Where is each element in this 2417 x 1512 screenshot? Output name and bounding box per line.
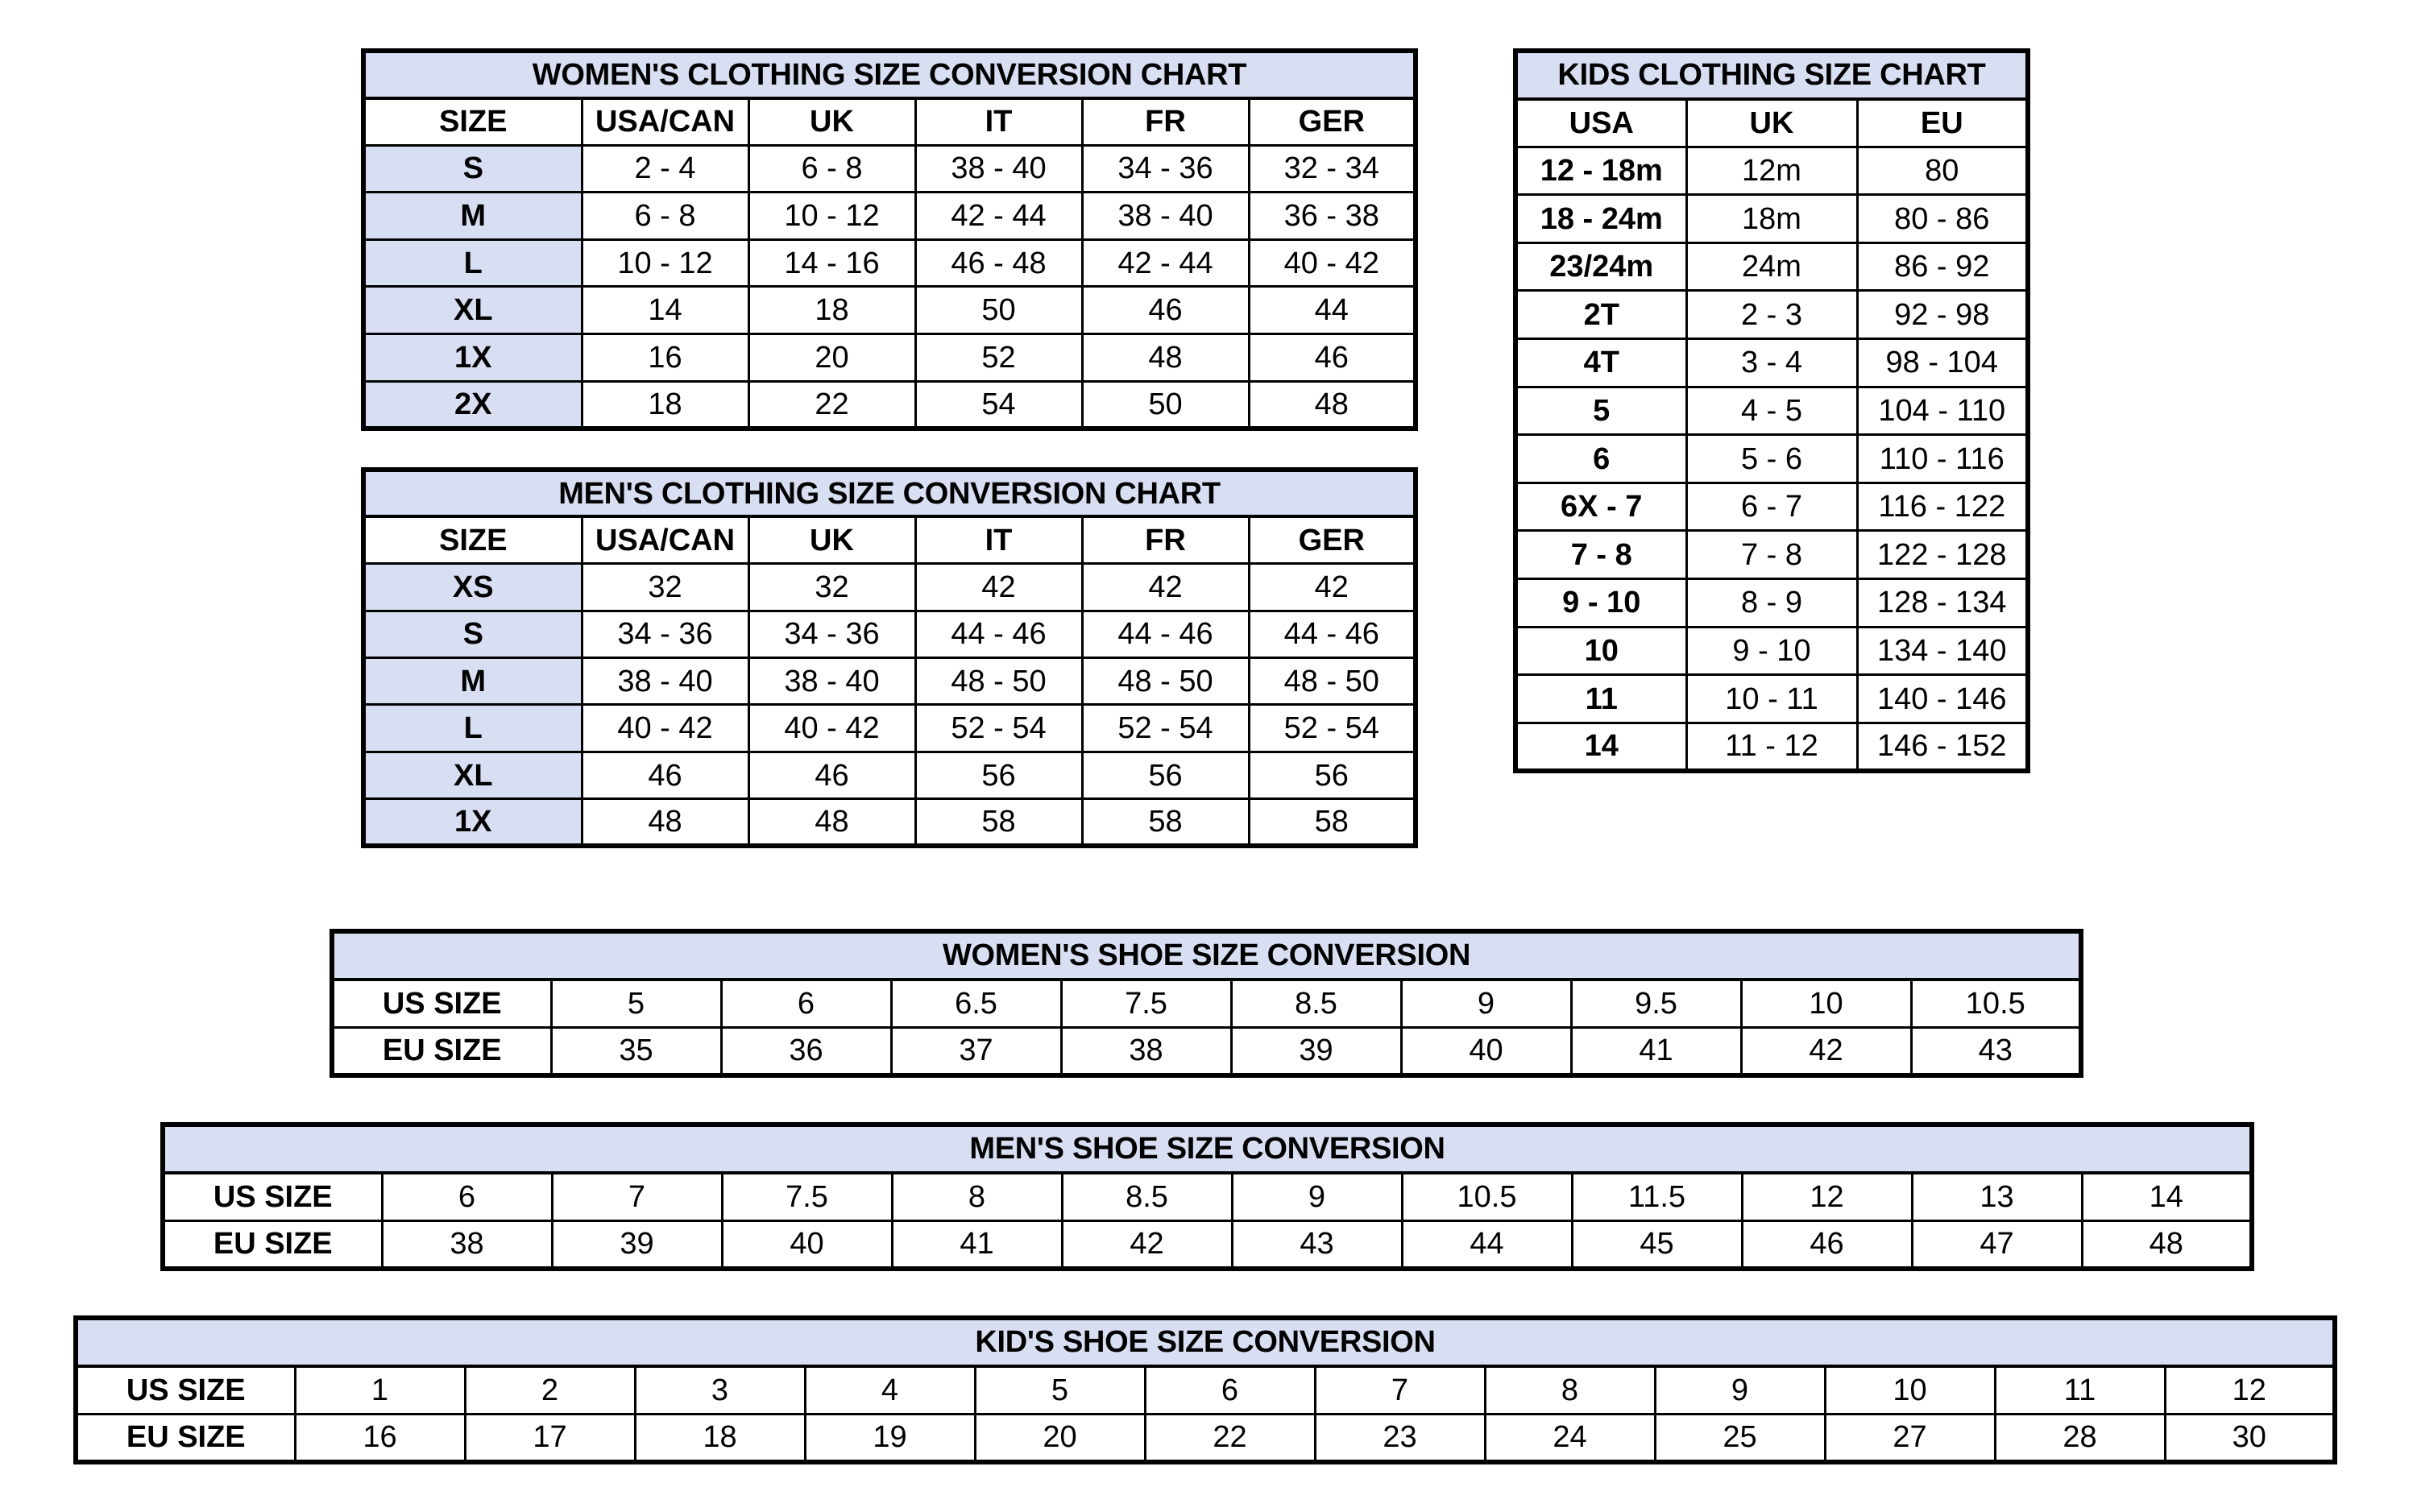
table-cell: 7.5	[1061, 980, 1231, 1028]
table-cell: 13	[1912, 1173, 2082, 1221]
table-cell: 38 - 40	[1082, 193, 1249, 240]
kids-clothing-size-table	[1513, 48, 2030, 773]
table-row	[1515, 387, 2028, 435]
table-row	[1515, 723, 2028, 771]
table-cell: 47	[1912, 1220, 2082, 1269]
table-cell: 10	[1741, 980, 1911, 1028]
table-cell: 42	[915, 564, 1082, 611]
table-cell: 116 - 122	[1857, 483, 2028, 531]
table-row	[1515, 147, 2028, 195]
table-cell: 56	[915, 752, 1082, 798]
table-cell: 34 - 36	[582, 611, 748, 657]
header-row	[1515, 99, 2028, 147]
table-row	[363, 239, 1416, 287]
table-cell: 5	[975, 1366, 1145, 1415]
row-label: 2T	[1515, 291, 1686, 339]
row-label: EU SIZE	[163, 1220, 382, 1269]
table-cell: 5 - 6	[1686, 435, 1857, 483]
table-cell: 42	[1062, 1220, 1232, 1269]
table-cell: 48 - 50	[1249, 658, 1416, 705]
table-cell: 48 - 50	[915, 658, 1082, 705]
table-cell: 128 - 134	[1857, 579, 2028, 628]
table-cell: 6.5	[891, 980, 1061, 1028]
table-cell: 32 - 34	[1249, 145, 1416, 193]
row-label: 11	[1515, 675, 1686, 723]
table-cell: 6 - 8	[582, 193, 748, 240]
table-cell: 7.5	[722, 1173, 892, 1221]
table-cell: 12	[2165, 1366, 2335, 1415]
mens-shoe-size-table	[160, 1122, 2254, 1271]
kids-clothing-title: KIDS CLOTHING SIZE CHART	[1515, 51, 2028, 99]
table-row	[1515, 195, 2028, 243]
column-header: USA/CAN	[582, 98, 748, 146]
table-cell: 20	[748, 334, 915, 382]
row-label: S	[363, 145, 582, 193]
table-cell: 10 - 11	[1686, 675, 1857, 723]
kids-shoe-title: KID'S SHOE SIZE CONVERSION	[76, 1318, 2335, 1366]
table-cell: 146 - 152	[1857, 723, 2028, 771]
table-row	[363, 287, 1416, 334]
table-cell: 10 - 12	[748, 193, 915, 240]
table-cell: 10	[1825, 1366, 1995, 1415]
table-cell: 17	[465, 1414, 635, 1462]
table-cell: 22	[1145, 1414, 1315, 1462]
table-cell: 42	[1249, 564, 1416, 611]
table-cell: 14	[582, 287, 748, 334]
us-size-row	[332, 980, 2081, 1028]
table-cell: 46	[748, 752, 915, 798]
table-cell: 46	[1082, 287, 1249, 334]
table-cell: 38 - 40	[915, 145, 1082, 193]
table-cell: 43	[1911, 1027, 2081, 1075]
table-cell: 44	[1402, 1220, 1572, 1269]
row-label: 5	[1515, 387, 1686, 435]
table-cell: 58	[1249, 799, 1416, 846]
table-cell: 9 - 10	[1686, 627, 1857, 675]
table-cell: 1	[295, 1366, 465, 1415]
table-cell: 42 - 44	[1082, 239, 1249, 287]
table-row	[363, 658, 1416, 705]
table-row	[1515, 579, 2028, 628]
row-label: EU SIZE	[332, 1027, 551, 1075]
table-cell: 25	[1655, 1414, 1825, 1462]
table-cell: 41	[1571, 1027, 1741, 1075]
header-row	[363, 98, 1416, 146]
table-cell: 11.5	[1572, 1173, 1742, 1221]
womens-shoe-title: WOMEN'S SHOE SIZE CONVERSION	[332, 931, 2081, 980]
table-cell: 48	[582, 799, 748, 846]
table-cell: 23	[1315, 1414, 1485, 1462]
table-cell: 11	[1995, 1366, 2165, 1415]
table-cell: 8.5	[1231, 980, 1401, 1028]
table-cell: 5	[551, 980, 721, 1028]
row-label: XL	[363, 752, 582, 798]
table-cell: 12	[1742, 1173, 1912, 1221]
row-label: 12 - 18m	[1515, 147, 1686, 195]
us-size-row	[76, 1366, 2335, 1415]
column-header: SIZE	[363, 516, 582, 563]
table-cell: 52 - 54	[1249, 705, 1416, 752]
row-label: XL	[363, 287, 582, 334]
table-cell: 34 - 36	[748, 611, 915, 657]
table-cell: 46	[1742, 1220, 1912, 1269]
table-row	[363, 193, 1416, 240]
table-cell: 7 - 8	[1686, 531, 1857, 579]
table-cell: 48	[748, 799, 915, 846]
table-cell: 18m	[1686, 195, 1857, 243]
table-cell: 56	[1082, 752, 1249, 798]
row-label: 6X - 7	[1515, 483, 1686, 531]
table-cell: 40	[1401, 1027, 1571, 1075]
table-cell: 48 - 50	[1082, 658, 1249, 705]
table-cell: 14	[2082, 1173, 2252, 1221]
row-label: M	[363, 193, 582, 240]
table-cell: 22	[748, 381, 915, 429]
table-row	[1515, 435, 2028, 483]
column-header: UK	[748, 516, 915, 563]
row-label: 2X	[363, 381, 582, 429]
column-header: IT	[915, 98, 1082, 146]
table-cell: 43	[1232, 1220, 1402, 1269]
table-cell: 42 - 44	[915, 193, 1082, 240]
table-cell: 50	[915, 287, 1082, 334]
column-header: UK	[748, 98, 915, 146]
table-row	[1515, 483, 2028, 531]
row-label: 18 - 24m	[1515, 195, 1686, 243]
row-label: 10	[1515, 627, 1686, 675]
table-cell: 8.5	[1062, 1173, 1232, 1221]
table-cell: 39	[552, 1220, 722, 1269]
table-cell: 9	[1232, 1173, 1402, 1221]
table-cell: 7	[1315, 1366, 1485, 1415]
table-cell: 52	[915, 334, 1082, 382]
row-label: 1X	[363, 799, 582, 846]
table-cell: 2 - 3	[1686, 291, 1857, 339]
table-cell: 9	[1401, 980, 1571, 1028]
table-cell: 41	[892, 1220, 1062, 1269]
table-cell: 4	[805, 1366, 975, 1415]
row-label: 9 - 10	[1515, 579, 1686, 628]
mens-clothing-title: MEN'S CLOTHING SIZE CONVERSION CHART	[363, 470, 1416, 516]
table-cell: 3 - 4	[1686, 339, 1857, 387]
table-row	[1515, 531, 2028, 579]
header-row	[363, 516, 1416, 563]
table-cell: 14 - 16	[748, 239, 915, 287]
table-row	[363, 381, 1416, 429]
table-cell: 12m	[1686, 147, 1857, 195]
table-cell: 24m	[1686, 242, 1857, 291]
table-row	[363, 752, 1416, 798]
table-cell: 38	[1061, 1027, 1231, 1075]
table-cell: 30	[2165, 1414, 2335, 1462]
table-cell: 44 - 46	[1082, 611, 1249, 657]
table-cell: 40 - 42	[748, 705, 915, 752]
column-header: GER	[1249, 516, 1416, 563]
table-cell: 6 - 8	[748, 145, 915, 193]
table-cell: 46	[1249, 334, 1416, 382]
table-cell: 11 - 12	[1686, 723, 1857, 771]
table-cell: 36	[721, 1027, 891, 1075]
table-cell: 44 - 46	[915, 611, 1082, 657]
table-cell: 28	[1995, 1414, 2165, 1462]
column-header: USA/CAN	[582, 516, 748, 563]
table-cell: 6	[1145, 1366, 1315, 1415]
table-cell: 80	[1857, 147, 2028, 195]
table-cell: 48	[1082, 334, 1249, 382]
table-cell: 6	[382, 1173, 552, 1221]
eu-size-row	[76, 1414, 2335, 1462]
table-cell: 86 - 92	[1857, 242, 2028, 291]
table-cell: 46	[582, 752, 748, 798]
table-cell: 8	[892, 1173, 1062, 1221]
table-cell: 38 - 40	[582, 658, 748, 705]
row-label: 1X	[363, 334, 582, 382]
us-size-row	[163, 1173, 2252, 1221]
column-header: USA	[1515, 99, 1686, 147]
eu-size-row	[163, 1220, 2252, 1269]
table-cell: 9	[1655, 1366, 1825, 1415]
table-cell: 20	[975, 1414, 1145, 1462]
table-cell: 40 - 42	[582, 705, 748, 752]
table-row	[1515, 675, 2028, 723]
row-label: 7 - 8	[1515, 531, 1686, 579]
row-label: 6	[1515, 435, 1686, 483]
table-cell: 18	[582, 381, 748, 429]
table-cell: 140 - 146	[1857, 675, 2028, 723]
table-cell: 52 - 54	[1082, 705, 1249, 752]
table-cell: 32	[582, 564, 748, 611]
table-cell: 7	[552, 1173, 722, 1221]
table-cell: 54	[915, 381, 1082, 429]
table-cell: 24	[1485, 1414, 1655, 1462]
table-cell: 27	[1825, 1414, 1995, 1462]
table-cell: 4 - 5	[1686, 387, 1857, 435]
column-header: FR	[1082, 516, 1249, 563]
table-cell: 46 - 48	[915, 239, 1082, 287]
table-cell: 58	[1082, 799, 1249, 846]
womens-shoe-size-table	[330, 929, 2083, 1078]
table-cell: 48	[1249, 381, 1416, 429]
table-row	[363, 145, 1416, 193]
table-cell: 8 - 9	[1686, 579, 1857, 628]
table-cell: 32	[748, 564, 915, 611]
table-cell: 58	[915, 799, 1082, 846]
table-cell: 45	[1572, 1220, 1742, 1269]
column-header: SIZE	[363, 98, 582, 146]
table-cell: 36 - 38	[1249, 193, 1416, 240]
table-cell: 44 - 46	[1249, 611, 1416, 657]
row-label: 23/24m	[1515, 242, 1686, 291]
column-header: IT	[915, 516, 1082, 563]
column-header: GER	[1249, 98, 1416, 146]
table-cell: 16	[582, 334, 748, 382]
table-row	[363, 799, 1416, 846]
table-cell: 3	[635, 1366, 805, 1415]
table-row	[1515, 339, 2028, 387]
table-cell: 44	[1249, 287, 1416, 334]
row-label: US SIZE	[332, 980, 551, 1028]
table-row	[363, 611, 1416, 657]
kids-shoe-size-table	[73, 1315, 2337, 1464]
table-cell: 52 - 54	[915, 705, 1082, 752]
table-cell: 18	[635, 1414, 805, 1462]
eu-size-row	[332, 1027, 2081, 1075]
table-cell: 38	[382, 1220, 552, 1269]
table-cell: 80 - 86	[1857, 195, 2028, 243]
table-cell: 34 - 36	[1082, 145, 1249, 193]
column-header: UK	[1686, 99, 1857, 147]
table-cell: 40	[722, 1220, 892, 1269]
table-cell: 35	[551, 1027, 721, 1075]
table-row	[1515, 627, 2028, 675]
table-row	[363, 564, 1416, 611]
table-cell: 9.5	[1571, 980, 1741, 1028]
table-cell: 134 - 140	[1857, 627, 2028, 675]
table-cell: 98 - 104	[1857, 339, 2028, 387]
table-cell: 10 - 12	[582, 239, 748, 287]
table-cell: 40 - 42	[1249, 239, 1416, 287]
table-cell: 92 - 98	[1857, 291, 2028, 339]
row-label: L	[363, 705, 582, 752]
table-cell: 10.5	[1402, 1173, 1572, 1221]
table-cell: 37	[891, 1027, 1061, 1075]
row-label: EU SIZE	[76, 1414, 295, 1462]
column-header: FR	[1082, 98, 1249, 146]
table-cell: 48	[2082, 1220, 2252, 1269]
table-cell: 10.5	[1911, 980, 2081, 1028]
womens-clothing-title: WOMEN'S CLOTHING SIZE CONVERSION CHART	[363, 51, 1416, 98]
row-label: L	[363, 239, 582, 287]
table-cell: 42	[1741, 1027, 1911, 1075]
table-cell: 50	[1082, 381, 1249, 429]
table-cell: 2	[465, 1366, 635, 1415]
table-cell: 2 - 4	[582, 145, 748, 193]
mens-shoe-title: MEN'S SHOE SIZE CONVERSION	[163, 1125, 2252, 1173]
table-cell: 6 - 7	[1686, 483, 1857, 531]
row-label: 4T	[1515, 339, 1686, 387]
row-label: US SIZE	[163, 1173, 382, 1221]
table-row	[1515, 242, 2028, 291]
table-cell: 16	[295, 1414, 465, 1462]
table-cell: 122 - 128	[1857, 531, 2028, 579]
row-label: M	[363, 658, 582, 705]
table-cell: 39	[1231, 1027, 1401, 1075]
table-row	[363, 705, 1416, 752]
table-cell: 56	[1249, 752, 1416, 798]
row-label: US SIZE	[76, 1366, 295, 1415]
column-header: EU	[1857, 99, 2028, 147]
mens-clothing-size-table	[361, 467, 1418, 848]
row-label: S	[363, 611, 582, 657]
table-cell: 42	[1082, 564, 1249, 611]
table-cell: 18	[748, 287, 915, 334]
table-cell: 38 - 40	[748, 658, 915, 705]
womens-clothing-size-table	[361, 48, 1418, 431]
table-cell: 19	[805, 1414, 975, 1462]
table-row	[1515, 291, 2028, 339]
table-cell: 110 - 116	[1857, 435, 2028, 483]
row-label: 14	[1515, 723, 1686, 771]
table-cell: 8	[1485, 1366, 1655, 1415]
row-label: XS	[363, 564, 582, 611]
table-row	[363, 334, 1416, 382]
table-cell: 104 - 110	[1857, 387, 2028, 435]
table-cell: 6	[721, 980, 891, 1028]
